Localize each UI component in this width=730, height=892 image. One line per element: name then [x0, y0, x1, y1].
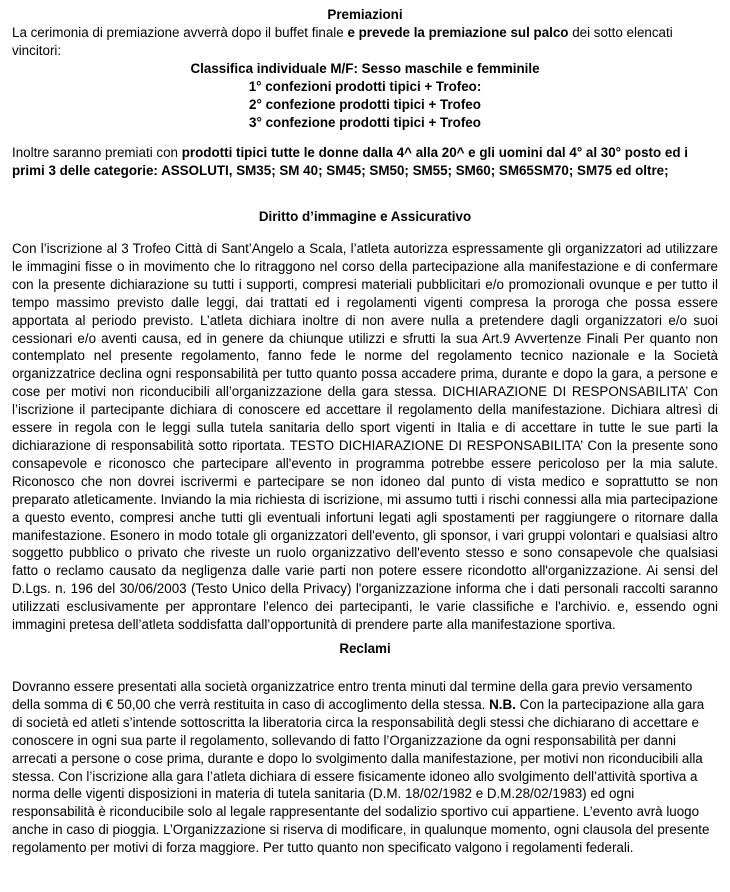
prize-item: 2° confezione prodotti tipici + Trofeo	[249, 96, 481, 112]
reclami-heading: Reclami	[339, 641, 391, 656]
classifica-title: Classifica individuale M/F: Sesso maschile e femminile	[190, 61, 540, 76]
prize-list	[12, 78, 718, 132]
inoltre-bold: prodotti tipici tutte le donne dalla 4^ alla 20^ e gli uomini dal 4° al 30° posto ed i primi 3 delle categorie: ASSOLUTI, SM35; SM 40; SM45; SM50; SM55; SM60; SM65SM70; SM75 ed oltre;	[12, 145, 688, 178]
prize-item: 1° confezioni prodotti tipici + Trofeo:	[248, 79, 482, 94]
reclami-paragraph	[12, 678, 718, 857]
reclami-text-1: Dovranno essere presentati alla società organizzatrice entro trenta minuti dal termine della gara previo versamento della somma di € 50,00 che verrà restituita in caso di accoglimento della stessa.	[12, 679, 693, 712]
premiazioni-intro-text-2: dei sotto elencati vincitori:	[12, 25, 673, 58]
diritto-heading: Diritto d’immagine e Assicurativo	[258, 209, 472, 224]
reclami-text-2: Con la partecipazione alla gara di società ed atleti s’intende sottoscritta la liberatoria circa la responsabilità degli stessi che dichiarano di accettare e conoscere in ogni sua parte il regolamento, sollevando di fatto l’Organizzazione da ogni responsabilità per danni arrecati a persone o cose prima, durante e dopo lo svolgimento dalla manifestazione, per motivi non riconducibili alla stessa. Con l’iscrizione alla gara l’atleta dichiara di essere fisicamente idoneo allo svolgimento dell’attività sportiva a norma delle vigenti disposizioni in materia di tutela sanitaria (D.M. 18/02/1982 e D.M.28/02/1983) ed ogni responsabilità è riconducibile solo al legale rappresentante del sodalizio sportivo cui appartiene. L’evento avrà luogo anche in caso di pioggia. L’Organizzazione si riserva di modificare, in qualunque momento, ogni clausola del presente regolamento per motivi di forza maggiore. Per tutto quanto non specificato valgono i regolamenti federali.	[12, 696, 710, 856]
inoltre-paragraph	[12, 144, 718, 180]
reclami-nb: N.B.	[489, 696, 516, 712]
prize-item: 3° confezione prodotti tipici + Trofeo	[249, 114, 481, 130]
diritto-paragraph: Con l’iscrizione al 3 Trofeo Città di Sant’Angelo a Scala, l’atleta autorizza espressamente gli organizzatori ad utilizzare le immagini fisse o in movimento che lo ritraggono nel corso della partecipazione alla manifestazione e di confermare con la presente dichiarazione su tutti i supporti, compresi materiali pubblicitari e/o promozionali ovunque e per tutto il tempo massimo previsto dalle leggi, dai trattati ed i regolamenti vigenti compresa la proroga che possa essere apportata al periodo previsto. L’atleta dichiara inoltre di non avere nulla a pretendere dagli organizzatori e/o suoi cessionari e/o aventi causa, ed in genere da chiunque utilizzi e sfrutti la sua Art.9 Avvertenze Finali Per quanto non contemplato nel presente regolamento, fanno fede le norme del regolamento tecnico nazionale e la Società organizzatrice declina ogni responsabilità per tutto quanto possa accadere prima, durante e dopo la gara, a persone e cose per motivi non riconducibili all’organizzazione della gara stessa. DICHIARAZIONE DI RESPONSABILITA’ Con l’iscrizione il partecipante dichiara di conoscere ed accettare il regolamento della manifestazione. Dichiara altresì di essere in regola con le leggi sulla tutela sanitaria dello sport vigenti in Italia e di accettare in tutte le sue parti la dichiarazione di responsabilità sotto riportata. TESTO DICHIARAZIONE DI RESPONSABILITA’ Con la presente sono consapevole e riconosco che partecipare all'evento in programma potrebbe essere pericoloso per la mia salute. Riconosco che non dovrei iscrivermi e partecipare se non idoneo dal punto di vista medico e soprattutto se non preparato atleticamente. Inviando la mia richiesta di iscrizione, mi assumo tutti i rischi connessi alla mia partecipazione a questo evento, compresi anche tutti gli eventuali infortuni legati agli spostamenti per raggiungere o ritornare dalla manifestazione. Esonero in modo totale gli organizzatori dell'evento, gli sponsor, i vari gruppi volontari e qualsiasi altro soggetto pubblico o privato che riveste un ruolo organizzativo dell'evento stesso e sono consapevole che qualsiasi fatto o reclamo causato da negligenza dalle varie parti non potere essere ricondotto all'organizzazione. Ai sensi del D.Lgs. n. 196 del 30/06/2003 (Testo Unico della Privacy) l'organizzazione informa che i dati personali raccolti saranno utilizzati esclusivamente per approntare l'elenco dei partecipanti, le varie classifiche e l'archivio. e, essendo ogni immagini pretesa dell’atleta soddisfatta dall’opportunità di prendere parte alla manifestazione sportiva.	[12, 241, 718, 633]
premiazioni-intro-text-1: La cerimonia di premiazione avverrà dopo il buffet finale	[12, 25, 348, 40]
premiazioni-heading: Premiazioni	[327, 7, 403, 22]
premiazioni-intro-bold: e prevede la premiazione sul palco	[347, 25, 569, 40]
inoltre-text: Inoltre saranno premiati con	[12, 145, 182, 160]
premiazioni-intro	[12, 24, 718, 60]
